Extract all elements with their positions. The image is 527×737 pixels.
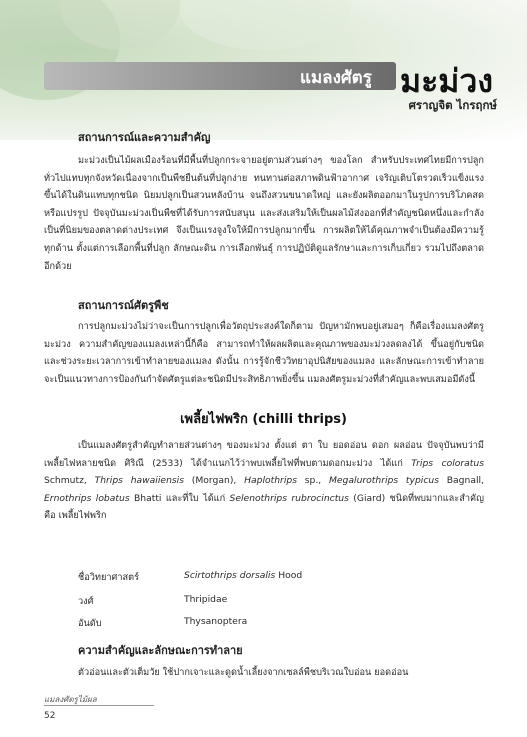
section-heading-pest-situation: สถานการณ์ศัตรูพืช bbox=[78, 299, 169, 312]
species-name: Thrips hawaiiensis bbox=[94, 475, 185, 487]
title-prefix: แมลงศัตรู bbox=[300, 68, 372, 88]
species-name: Ernothrips lobatus bbox=[44, 492, 130, 504]
taxonomy-label: อันดับ bbox=[78, 618, 102, 629]
paragraph-chilli-thrips: เป็นแมลงศัตรูสำคัญทำลายส่วนต่างๆ ของมะม่วง ตั้งแต่ ตา ใบ ยอดอ่อน ดอก ผลอ่อน ปัจจุบันพบว่ามีเพลี้ยไฟหลายชนิด ศิริณี (2533) ได้จำแนกไว้ว่าพบเพลี้ยไฟที่พบตามดอกมะม่วง ได้แก่ Trips coloratus Schmutz, Thrips hawaiiensis (Morgan), Haplothrips sp., Megalurothrips typicus Bagnall, Ernothrips lobatus Bhatti และที่ใบ ได้แก่ Selenothrips rubrocinctus (Giard) ชนิดที่พบมากและสำคัญคือ เพลี้ยไฟพริก bbox=[44, 440, 484, 522]
taxonomy-value: Thysanoptera bbox=[184, 616, 248, 627]
paragraph-pest-situation: การปลูกมะม่วงไม่ว่าจะเป็นการปลูกเพื่อวัตถุประสงค์ใดก็ตาม ปัญหามักพบอยู่เสมอๆ ก็คือเรื่องแมลงศัตรูมะม่วง ความสำคัญของแมลงเหล่านี้ก็คือ สามารถทำให้ผลผลิตและคุณภาพของมะม่วงลดลงได้ ขึ้นอยู่กับชนิดและช่วงระยะเวลาการเข้าทำลายของแมลง ดังนั้น การรู้จักชีววิทยาอุปนิสัยของแมลง และลักษณะการเข้าทำลาย จะเป็นแนวทางการป้องกันกำจัดศัตรูแต่ละชนิดมีประสิทธิภาพยิ่งขึ้น แมลงศัตรูมะม่วงที่สำคัญและพบเสมอมีดังนี้ bbox=[44, 321, 484, 385]
taxonomy-value: Thripidae bbox=[184, 594, 228, 605]
taxonomy-value: Scirtothrips dorsalis Hood bbox=[184, 570, 303, 581]
paragraph-damage: ตัวอ่อนและตัวเต็มวัย ใช้ปากเจาะและดูดน้ำเลี้ยงจากเซลล์พืชบริเวณใบอ่อน ยอดอ่อน bbox=[78, 667, 409, 678]
taxonomy-label: วงศ์ bbox=[78, 596, 94, 607]
page-number: 52 bbox=[44, 711, 56, 721]
species-name: Selenothrips rubrocinctus bbox=[229, 492, 349, 504]
page-title: มะม่วง bbox=[400, 62, 493, 100]
section-heading-situation: สถานการณ์และความสำคัญ bbox=[78, 131, 211, 144]
species-name: Trips coloratus bbox=[411, 457, 484, 469]
paragraph-situation: มะม่วงเป็นไม้ผลเมืองร้อนที่มีพื้นที่ปลูกกระจายอยู่ตามส่วนต่างๆ ของโลก สำหรับประเทศไทยมีการปลูกทั่วไปแทบทุกจังหวัดเนื่องจากเป็นพืชยืนต้นที่ปลูกง่าย ทนทานต่อสภาพดินฟ้าอากาศ เจริญเติบโตรวดเร็วแข็งแรง ขึ้นได้ในดินแทบทุกชนิด นิยมปลูกเป็นสวนหลังบ้าน จนถึงสวนขนาดใหญ่ และยังผลิตออกมาในรูปการบริโภคสดหรือแปรรูป ปัจจุบันมะม่วงเป็นพืชที่ได้รับการสนับสนุน และส่งเสริมให้เป็นผลไม้ส่งออกที่สำคัญชนิดหนึ่งและกำลังเป็นที่นิยมของตลาดต่างประเทศ จึงเป็นแรงจูงใจให้มีการปลูกมากขึ้น การผลิตให้ได้คุณภาพจำเป็นต้องมีความรู้ทุกด้าน ตั้งแต่การเลือกพื้นที่ปลูก ลักษณะดิน การเลือกพันธุ์ การปฏิบัติดูแลรักษาและการเก็บเกี่ยว รวมไปถึงตลาดอีกด้วย bbox=[44, 155, 484, 272]
taxonomy-label: ชื่อวิทยาศาสตร์ bbox=[78, 572, 140, 583]
footer-divider bbox=[44, 705, 154, 706]
mango-leaf-decoration bbox=[180, 0, 350, 50]
section-heading-damage: ความสำคัญและลักษณะการทำลาย bbox=[78, 644, 243, 657]
pest-heading: เพลี้ยไฟพริก (chilli thrips) bbox=[180, 412, 347, 427]
species-name: Megalurothrips typicus bbox=[328, 475, 439, 487]
species-name: Haplothrips bbox=[244, 475, 297, 487]
footer-book-title: แมลงศัตรูไม้ผล bbox=[44, 695, 97, 704]
author-name: ศราญจิต ไกรฤกษ์ bbox=[408, 98, 497, 112]
